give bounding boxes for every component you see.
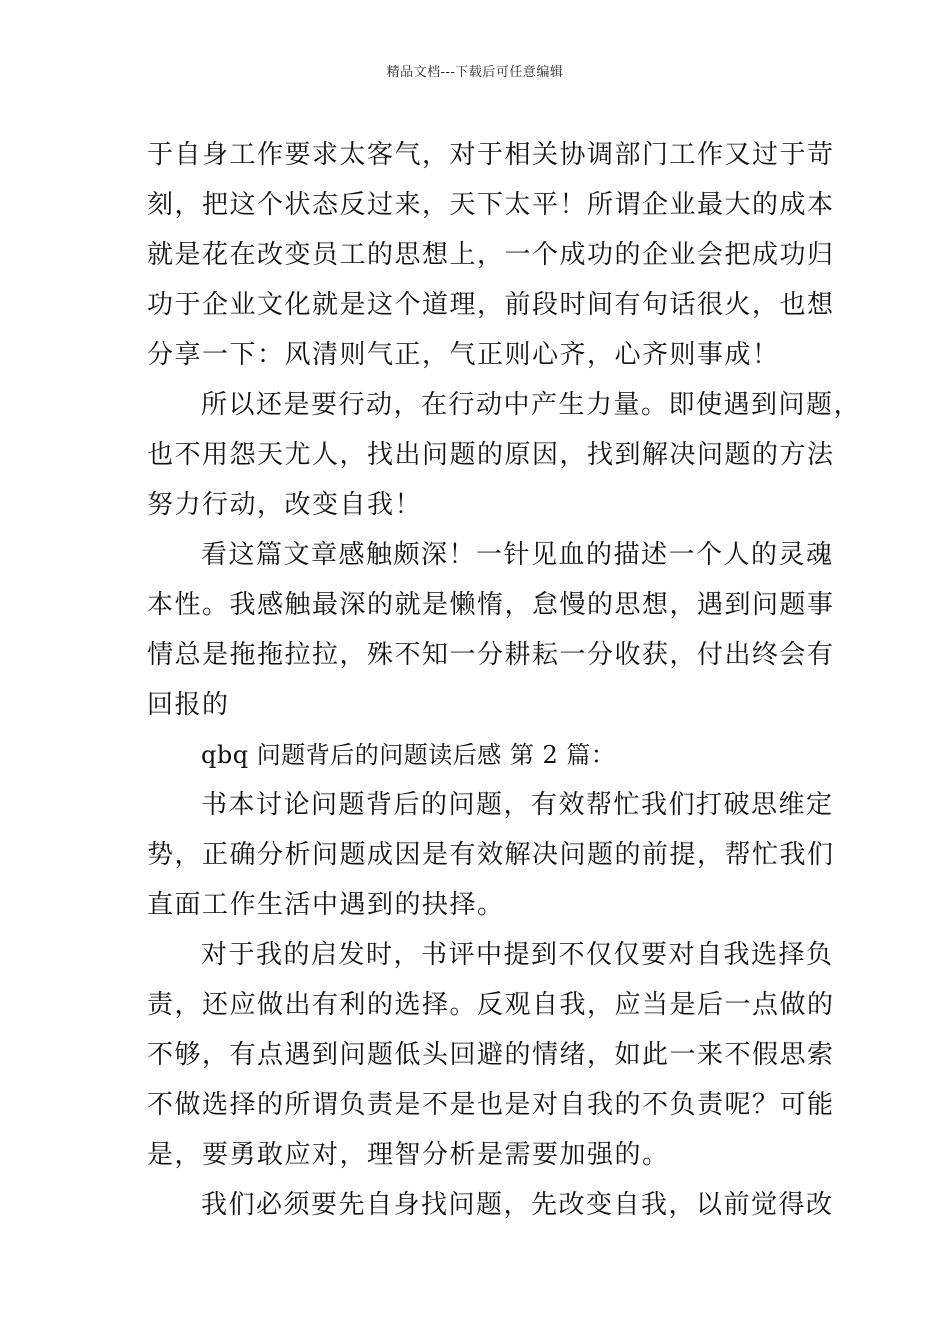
page-header: 精品文档---下载后可任意编辑 — [386, 65, 564, 80]
text-line: 于自身工作要求太客气，对于相关协调部门工作又过于苛 — [147, 140, 835, 170]
text-line: 努力行动，改变自我！ — [147, 490, 423, 520]
text-line: 本性。我感触最深的就是懒惰，怠慢的思想，遇到问题事 — [147, 590, 835, 620]
paragraph-3 — [147, 530, 835, 730]
text-line: 势，正确分析问题成因是有效解决问题的前提，帮忙我们 — [147, 840, 835, 870]
document-body — [147, 130, 862, 1230]
text-line: 我们必须要先自身找问题，先改变自我，以前觉得改 — [201, 1190, 834, 1220]
section-title: qbq 问题背后的问题读后感 第 2 篇： — [201, 741, 616, 769]
text-line: 直面工作生活中遇到的抉择。 — [147, 890, 505, 920]
text-line: 不做选择的所谓负责是不是也是对自我的不负责呢？可能 — [147, 1090, 835, 1120]
text-line: 回报的 — [147, 690, 230, 720]
text-line: 是，要勇敢应对，理智分析是需要加强的。 — [147, 1140, 670, 1170]
text-line: 对于我的启发时，书评中提到不仅仅要对自我选择负 — [201, 940, 834, 970]
text-line: 就是花在改变员工的思想上，一个成功的企业会把成功归 — [147, 240, 835, 270]
text-line: 刻，把这个状态反过来，天下太平！所谓企业最大的成本 — [147, 190, 835, 220]
text-line: 功于企业文化就是这个道理，前段时间有句话很火，也想 — [147, 290, 835, 320]
paragraph-6 — [147, 1180, 834, 1230]
text-line: 责，还应做出有利的选择。反观自我，应当是后一点做的 — [147, 990, 835, 1020]
paragraph-1 — [147, 130, 835, 380]
text-line: 不够，有点遇到问题低头回避的情绪，如此一来不假思索 — [147, 1040, 835, 1070]
text-line: 看这篇文章感触颇深！一针见血的描述一个人的灵魂 — [201, 540, 834, 570]
text-line: 也不用怨天尤人，找出问题的原因，找到解决问题的方法 — [147, 440, 835, 470]
paragraph-2 — [147, 380, 862, 530]
text-line: 书本讨论问题背后的问题，有效帮忙我们打破思维定 — [201, 790, 834, 820]
text-line: 分享一下：风清则气正，气正则心齐，心齐则事成！ — [147, 340, 780, 370]
section-heading — [147, 730, 812, 780]
paragraph-4 — [147, 780, 835, 930]
paragraph-5 — [147, 930, 835, 1180]
text-line: 所以还是要行动，在行动中产生力量。即使遇到问题， — [201, 390, 862, 420]
text-line: 情总是拖拖拉拉，殊不知一分耕耘一分收获，付出终会有 — [147, 640, 835, 670]
